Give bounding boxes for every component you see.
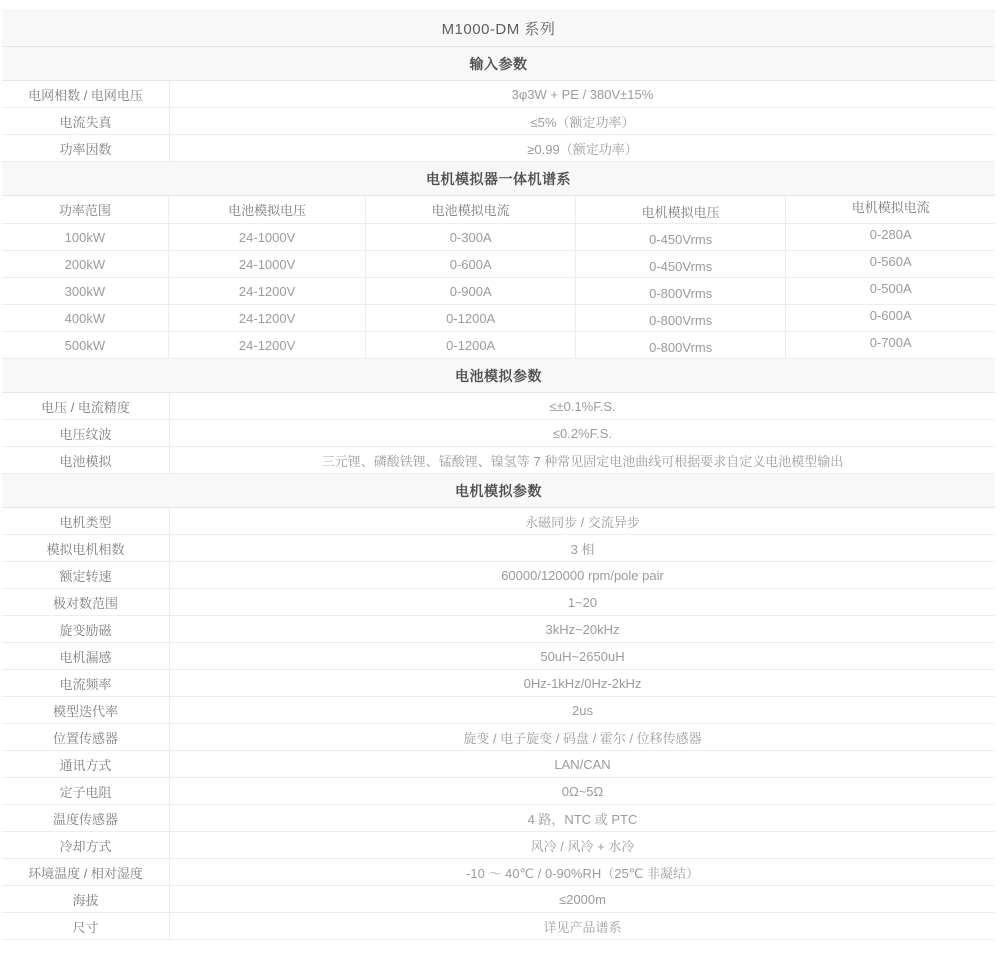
spec-row: [2, 886, 995, 913]
spec-label: 位置传感器: [2, 724, 170, 750]
spec-label: 电压 / 电流精度: [2, 393, 170, 419]
spec-value: ≤±0.1%F.S.: [549, 398, 616, 414]
spec-value: LAN/CAN: [554, 756, 611, 772]
spec-label: 电机类型: [2, 508, 170, 534]
spec-value: 3 相: [570, 541, 595, 557]
spec-label: 电流频率: [2, 670, 170, 696]
spec-value: 详见产品谱系: [543, 919, 622, 935]
table-cell: 24-1000V: [169, 224, 367, 250]
spec-label: 电池模拟: [2, 447, 170, 473]
spec-row: [2, 913, 995, 940]
table-cell: 0-560A: [869, 253, 912, 269]
table-row: [2, 305, 995, 332]
spec-value: 4 路，NTC 或 PTC: [527, 811, 638, 827]
table-header-cell: 功率范围: [2, 196, 169, 223]
table-cell: 0-280A: [869, 226, 912, 242]
spec-row: [2, 562, 995, 589]
table-cell: 300kW: [2, 278, 169, 304]
spec-row: [2, 697, 995, 724]
spec-value: 永磁同步 / 交流异步: [525, 514, 640, 530]
table-cell: 24-1200V: [169, 278, 367, 304]
table-header-row: [2, 196, 995, 224]
spec-value: 1~20: [567, 594, 598, 610]
spec-label: 旋变励磁: [2, 616, 170, 642]
section-header: 电机模拟器一体机谱系: [2, 162, 995, 196]
table-cell: 0-900A: [366, 278, 576, 304]
spec-value: 0Ω~5Ω: [561, 783, 604, 799]
table-cell: 0-800Vrms: [576, 332, 787, 358]
spec-row: [2, 135, 995, 162]
table-cell: 500kW: [2, 332, 169, 358]
spec-value: ≥0.99（额定功率）: [527, 141, 638, 157]
spec-label: 通讯方式: [2, 751, 170, 777]
spec-value: 3φ3W + PE / 380V±15%: [511, 86, 654, 102]
section-header: 电池模拟参数: [2, 359, 995, 393]
spec-value: 2us: [572, 702, 593, 718]
table-cell: 400kW: [2, 305, 169, 331]
spec-row: [2, 420, 995, 447]
spec-row: [2, 108, 995, 135]
spec-value: 50uH~2650uH: [540, 648, 625, 664]
spec-label: 电流失真: [2, 108, 170, 134]
table-cell: 0-1200A: [366, 305, 576, 331]
section-header: 输入参数: [2, 47, 995, 81]
table-cell: 0-1200A: [366, 332, 576, 358]
table-cell: 0-700A: [869, 334, 912, 350]
spec-row: [2, 616, 995, 643]
spec-label: 电压纹波: [2, 420, 170, 446]
spec-label: 极对数范围: [2, 589, 170, 615]
spec-row: [2, 643, 995, 670]
spec-value: ≤5%（额定功率）: [530, 114, 635, 130]
table-cell: 0-800Vrms: [576, 278, 787, 304]
spec-row: [2, 508, 995, 535]
spec-value: 60000/120000 rpm/pole pair: [501, 567, 664, 583]
table-cell: 0-500A: [869, 280, 912, 296]
spec-label: 海拔: [2, 886, 170, 912]
spec-row: [2, 447, 995, 474]
spec-label: 电机漏感: [2, 643, 170, 669]
spec-label: 额定转速: [2, 562, 170, 588]
spec-row: [2, 832, 995, 859]
spec-row: [2, 393, 995, 420]
table-row: [2, 332, 995, 359]
table-cell: 0-450Vrms: [576, 251, 787, 277]
sections: [2, 47, 995, 940]
table-cell: 0-300A: [366, 224, 576, 250]
spec-label: 模型迭代率: [2, 697, 170, 723]
table-cell: 100kW: [2, 224, 169, 250]
spec-value: ≤2000m: [559, 891, 606, 907]
spec-label: 温度传感器: [2, 805, 170, 831]
table-row: [2, 251, 995, 278]
spec-value: 旋变 / 电子旋变 / 码盘 / 霍尔 / 位移传感器: [463, 730, 702, 746]
table-header-cell: 电池模拟电流: [366, 196, 576, 223]
spec-label: 模拟电机相数: [2, 535, 170, 561]
table-header-cell: 电机模拟电压: [576, 196, 787, 223]
spec-row: [2, 535, 995, 562]
spec-label: 尺寸: [2, 913, 170, 939]
table-row: [2, 224, 995, 251]
section-header: 电机模拟参数: [2, 474, 995, 508]
table-cell: 0-600A: [366, 251, 576, 277]
spec-value: ≤0.2%F.S.: [552, 425, 613, 441]
spec-label: 功率因数: [2, 135, 170, 161]
spec-value: 风冷 / 风冷 + 水冷: [530, 838, 635, 854]
spec-label: 定子电阻: [2, 778, 170, 804]
table-header-cell: 电机模拟电流: [851, 200, 930, 215]
table-header-cell: 电池模拟电压: [169, 196, 367, 223]
page-title: M1000-DM 系列: [2, 10, 995, 47]
spec-row: [2, 805, 995, 832]
spec-label: 电网相数 / 电网电压: [2, 81, 170, 107]
spec-value: 三元锂、磷酸铁锂、锰酸锂、镍氢等 7 种常见固定电池曲线可根据要求自定义电池模型输出: [321, 453, 844, 469]
spec-row: [2, 589, 995, 616]
table-cell: 0-800Vrms: [576, 305, 787, 331]
spec-label: 环境温度 / 相对湿度: [2, 859, 170, 885]
table-cell: 0-600A: [869, 307, 912, 323]
table-row: [2, 278, 995, 305]
spec-row: [2, 724, 995, 751]
table-cell: 24-1200V: [169, 332, 367, 358]
spec-value: -10 ～ 40℃ / 0-90%RH（25℃ 非凝结）: [466, 865, 699, 881]
spec-value: 0Hz-1kHz/0Hz-2kHz: [523, 675, 642, 691]
table-cell: 24-1200V: [169, 305, 367, 331]
table-cell: 0-450Vrms: [576, 224, 787, 250]
spec-row: [2, 751, 995, 778]
table-cell: 200kW: [2, 251, 169, 277]
spec-value: 3kHz~20kHz: [545, 621, 620, 637]
spec-row: [2, 859, 995, 886]
spec-label: 冷却方式: [2, 832, 170, 858]
table-cell: 24-1000V: [169, 251, 367, 277]
spec-row: [2, 670, 995, 697]
spec-row: [2, 81, 995, 108]
spec-row: [2, 778, 995, 805]
